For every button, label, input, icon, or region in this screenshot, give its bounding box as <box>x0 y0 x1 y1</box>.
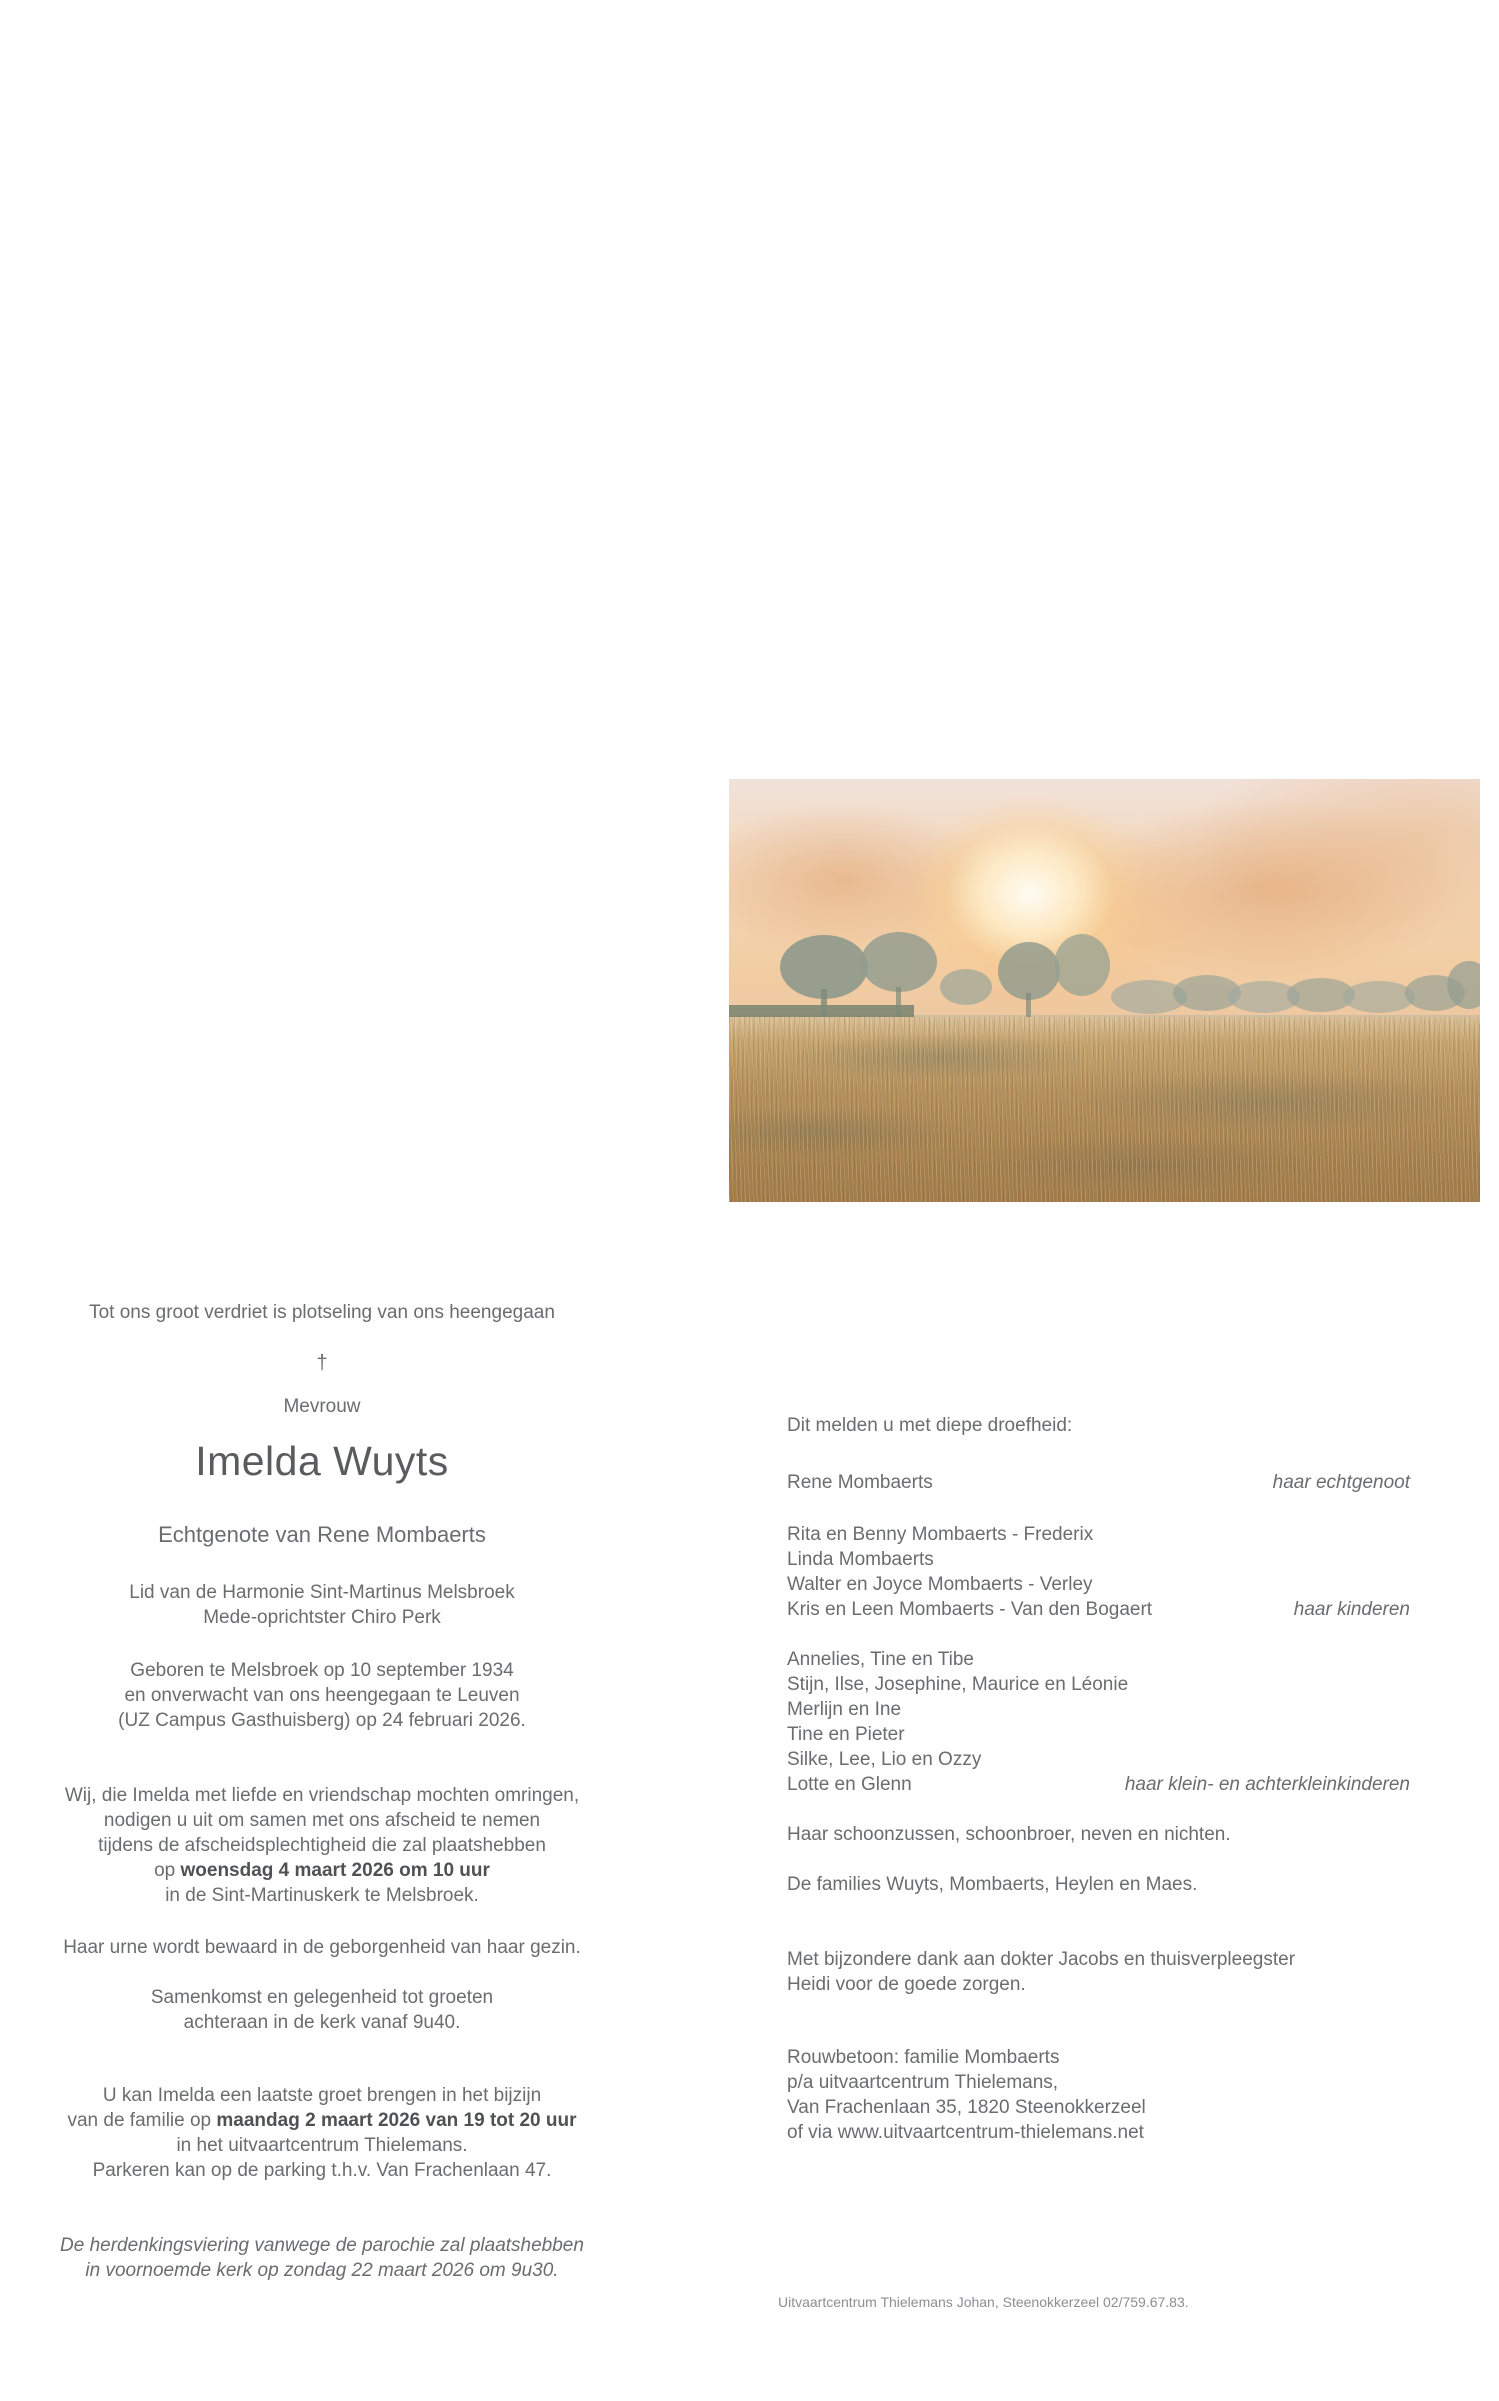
service-invitation <box>22 1783 622 1908</box>
grandchild-line: Annelies, Tine en Tibe <box>787 1649 974 1670</box>
visit-line: Parkeren kan op de parking t.h.v. Van Frachenlaan 47. <box>92 2160 552 2181</box>
grandchild-line: Silke, Lee, Lio en Ozzy <box>787 1749 982 1770</box>
invite-line: tijdens de afscheidsplechtigheid die zal plaatshebben <box>98 1835 546 1856</box>
child-line: Kris en Leen Mombaerts - Van den Bogaert <box>787 1599 1153 1620</box>
service-date: woensdag 4 maart 2026 om 10 uur <box>180 1860 490 1881</box>
memorial-photo <box>729 779 1480 1202</box>
intro-line: Tot ons groot verdriet is plotseling van ons heengegaan <box>89 1302 555 1323</box>
husband-name: Rene Mombaerts <box>787 1472 933 1493</box>
family-column <box>787 1413 1410 2145</box>
urn-line: Haar urne wordt bewaard in de geborgenheid van haar gezin. <box>63 1937 581 1958</box>
visit-line: U kan Imelda een laatste groet brengen in het bijzijn <box>102 2085 542 2106</box>
grandchildren-last-row <box>787 1772 1410 1797</box>
thanks-line: Met bijzondere dank aan dokter Jacobs en thuisverpleegster <box>787 1949 1296 1970</box>
condolence-block <box>787 2045 1410 2145</box>
memorial-line: in voornoemde kerk op zondag 22 maart 2026 om 9u30. <box>85 2260 559 2281</box>
funeral-home-footer: Uitvaartcentrum Thielemans Johan, Steenokkerzeel 02/759.67.83. <box>778 2294 1189 2310</box>
children-last-row <box>787 1597 1410 1622</box>
gather-line: Samenkomst en gelegenheid tot groeten <box>150 1987 494 2008</box>
condolence-line: Rouwbetoon: familie Mombaerts <box>787 2047 1060 2068</box>
child-line: Rita en Benny Mombaerts - Frederix <box>787 1524 1094 1545</box>
salutation: Mevrouw <box>283 1396 361 1417</box>
thanks-line: Heidi voor de goede zorgen. <box>787 1974 1026 1995</box>
announce-line: Dit melden u met diepe droefheid: <box>787 1415 1073 1436</box>
spouse-line: Echtgenote van Rene Mombaerts <box>158 1522 486 1547</box>
inlaws-line: Haar schoonzussen, schoonbroer, neven en nichten. <box>787 1824 1231 1845</box>
memorial-service-note <box>22 2233 622 2283</box>
invite-line: Wij, die Imelda met liefde en vriendschap mochten omringen, <box>64 1785 580 1806</box>
child-line: Walter en Joyce Mombaerts - Verley <box>787 1574 1093 1595</box>
visitation-date: maandag 2 maart 2026 van 19 tot 20 uur <box>216 2110 577 2131</box>
grandchildren-block <box>787 1647 1410 1797</box>
grandchild-line: Lotte en Glenn <box>787 1774 912 1795</box>
photo-wheat-field <box>729 1017 1480 1202</box>
grandchild-line: Merlijn en Ine <box>787 1699 902 1720</box>
cross-symbol: † <box>316 1352 328 1374</box>
condolence-line: of via www.uitvaartcentrum-thielemans.net <box>787 2122 1144 2143</box>
visit-date-line: van de familie op maandag 2 maart 2026 van 19 tot 20 uur <box>67 2110 577 2131</box>
born-line: en onverwacht van ons heengegaan te Leuven <box>124 1685 520 1706</box>
life-dates <box>22 1658 622 1733</box>
announcement-column <box>22 1300 622 2283</box>
children-block <box>787 1522 1410 1622</box>
condolence-line: p/a uitvaartcentrum Thielemans, <box>787 2072 1059 2093</box>
born-line: Geboren te Melsbroek op 10 september 1934 <box>130 1660 514 1681</box>
children-role: haar kinderen <box>1293 1599 1410 1620</box>
grandchild-line: Tine en Pieter <box>787 1724 905 1745</box>
visitation-info <box>22 2083 622 2183</box>
families-line: De families Wuyts, Mombaerts, Heylen en Maes. <box>787 1874 1198 1895</box>
grandchildren-role: haar klein- en achterkleinkinderen <box>1124 1774 1410 1795</box>
condolence-line: Van Frachenlaan 35, 1820 Steenokkerzeel <box>787 2097 1146 2118</box>
child-line: Linda Mombaerts <box>787 1549 934 1570</box>
membership-line: Lid van de Harmonie Sint-Martinus Melsbroek <box>129 1582 515 1603</box>
photo-treeline <box>729 929 1480 1029</box>
husband-row <box>787 1470 1410 1495</box>
membership-line: Mede-oprichtster Chiro Perk <box>203 1607 441 1628</box>
gathering-info <box>22 1985 622 2035</box>
deceased-name: Imelda Wuyts <box>195 1438 449 1484</box>
invite-church-line: in de Sint-Martinuskerk te Melsbroek. <box>165 1885 479 1906</box>
gather-line: achteraan in de kerk vanaf 9u40. <box>183 2012 461 2033</box>
invite-date-line: op woensdag 4 maart 2026 om 10 uur <box>154 1860 490 1881</box>
thanks-block <box>787 1947 1410 1997</box>
born-line: (UZ Campus Gasthuisberg) op 24 februari 2026. <box>118 1710 526 1731</box>
husband-role: haar echtgenoot <box>1272 1472 1410 1493</box>
memorial-line: De herdenkingsviering vanwege de parochie zal plaatshebben <box>60 2235 584 2256</box>
grandchild-line: Stijn, Ilse, Josephine, Maurice en Léonie <box>787 1674 1129 1695</box>
visit-line: in het uitvaartcentrum Thielemans. <box>176 2135 468 2156</box>
memberships <box>22 1580 622 1630</box>
invite-line: nodigen u uit om samen met ons afscheid te nemen <box>103 1810 541 1831</box>
